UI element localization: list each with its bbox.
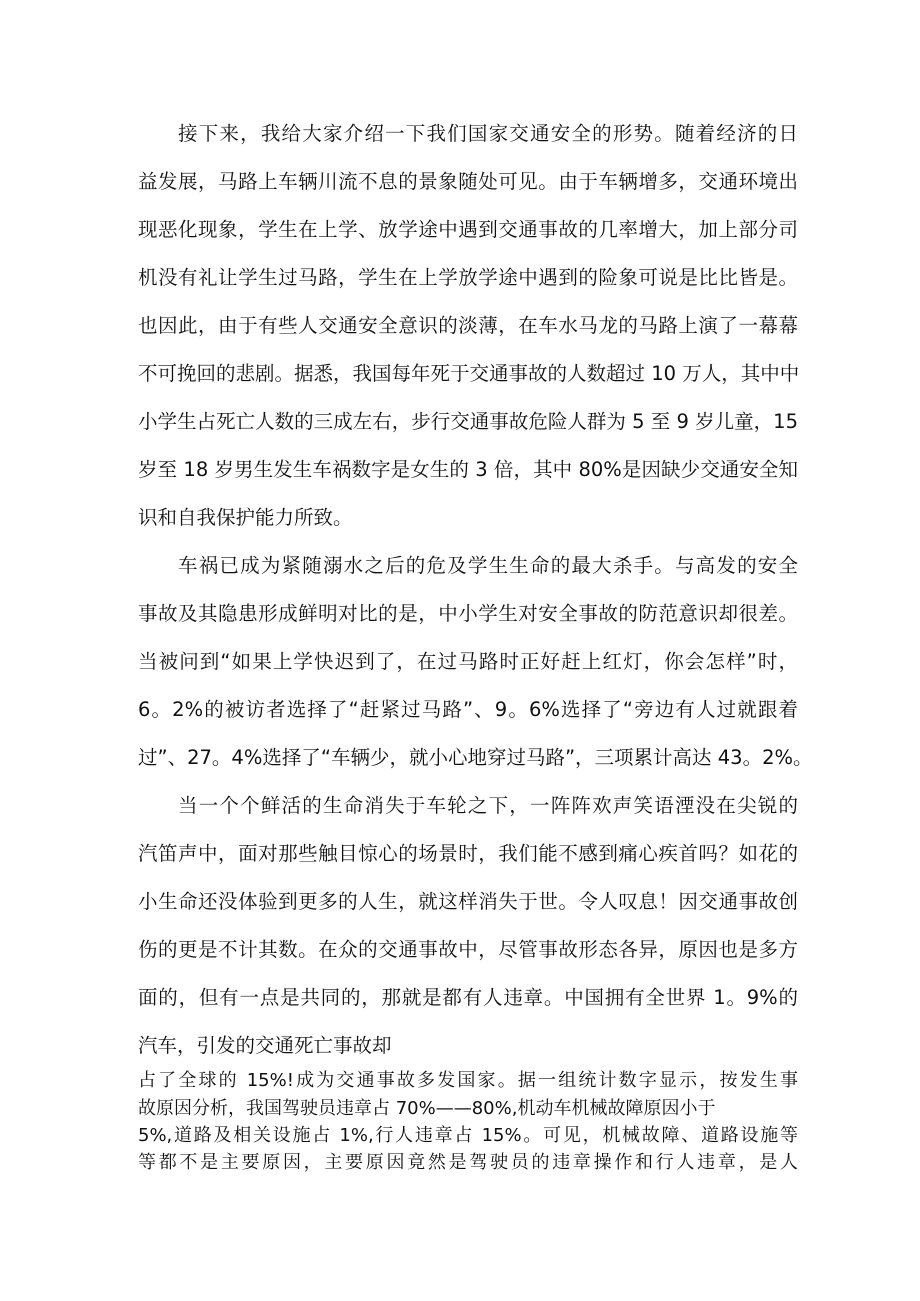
paragraph-1-line-9: 识和自我保护能力所致。 — [138, 506, 353, 529]
paragraph-1-line-1: 接下来，我给大家介绍一下我们国家交通安全的形势。随着经济的日 — [178, 122, 798, 145]
paragraph-3-line-6: 汽车，引发的交通死亡事故却 — [138, 1034, 392, 1057]
paragraph-2-line-4: 6。2%的被访者选择了“赶紧过马路”、9。6%选择了“旁边有人过就跟着 — [138, 698, 798, 721]
paragraph-1-line-3: 现恶化现象，学生在上学、放学途中遇到交通事故的几率增大，加上部分司 — [138, 218, 798, 241]
paragraph-1-line-5: 也因此，由于有些人交通安全意识的淡薄，在车水马龙的马路上演了一幕幕 — [138, 314, 798, 337]
paragraph-1-line-4: 机没有礼让学生过马路，学生在上学放学途中遇到的险象可说是比比皆是。 — [138, 266, 798, 289]
paragraph-4-line-3: 5%,道路及相关设施占 1%,行人违章占 15%。可见，机械故障、道路设施等 — [138, 1125, 798, 1146]
paragraph-3-line-1: 当一个个鲜活的生命消失于车轮之下，一阵阵欢声笑语湮没在尖锐的 — [178, 794, 798, 817]
paragraph-4-line-4: 等都不是主要原因，主要原因竟然是驾驶员的违章操作和行人违章，是人 — [138, 1152, 798, 1173]
paragraph-2-line-3: 当被问到“如果上学快迟到了，在过马路时正好赶上红灯，你会怎样”时， — [138, 650, 798, 673]
paragraph-4-line-1: 占了全球的 15%!成为交通事故多发国家。据一组统计数字显示，按发生事 — [138, 1070, 798, 1091]
paragraph-2-line-5: 过”、27。4%选择了“车辆少，就小心地穿过马路”，三项累计高达 43。2%。 — [138, 746, 813, 769]
paragraph-3-line-2: 汽笛声中，面对那些触目惊心的场景时，我们能不感到痛心疾首吗？如花的 — [138, 842, 798, 865]
paragraph-1-line-2: 益发展，马路上车辆川流不息的景象随处可见。由于车辆增多，交通环境出 — [138, 170, 798, 193]
paragraph-4-line-2: 故原因分析，我国驾驶员违章占 70%——80%,机动车机械故障原因小于 — [138, 1098, 716, 1119]
paragraph-1-line-7: 小学生占死亡人数的三成左右，步行交通事故危险人群为 5 至 9 岁儿童，15 — [138, 410, 798, 433]
paragraph-2-line-1: 车祸已成为紧随溺水之后的危及学生生命的最大杀手。与高发的安全 — [178, 554, 798, 577]
paragraph-3-line-5: 面的，但有一点是共同的，那就是都有人违章。中国拥有全世界 1。9%的 — [138, 986, 798, 1009]
paragraph-2-line-2: 事故及其隐患形成鲜明对比的是，中小学生对安全事故的防范意识却很差。 — [138, 602, 798, 625]
paragraph-1-line-8: 岁至 18 岁男生发生车祸数字是女生的 3 倍，其中 80%是因缺少交通安全知 — [138, 458, 798, 481]
paragraph-1-line-6: 不可挽回的悲剧。据悉，我国每年死于交通事故的人数超过 10 万人，其中中 — [138, 362, 800, 385]
paragraph-3-line-3: 小生命还没体验到更多的人生，就这样消失于世。令人叹息！因交通事故创 — [138, 890, 798, 913]
paragraph-3-line-4: 伤的更是不计其数。在众的交通事故中，尽管事故形态各异，原因也是多方 — [138, 938, 798, 961]
